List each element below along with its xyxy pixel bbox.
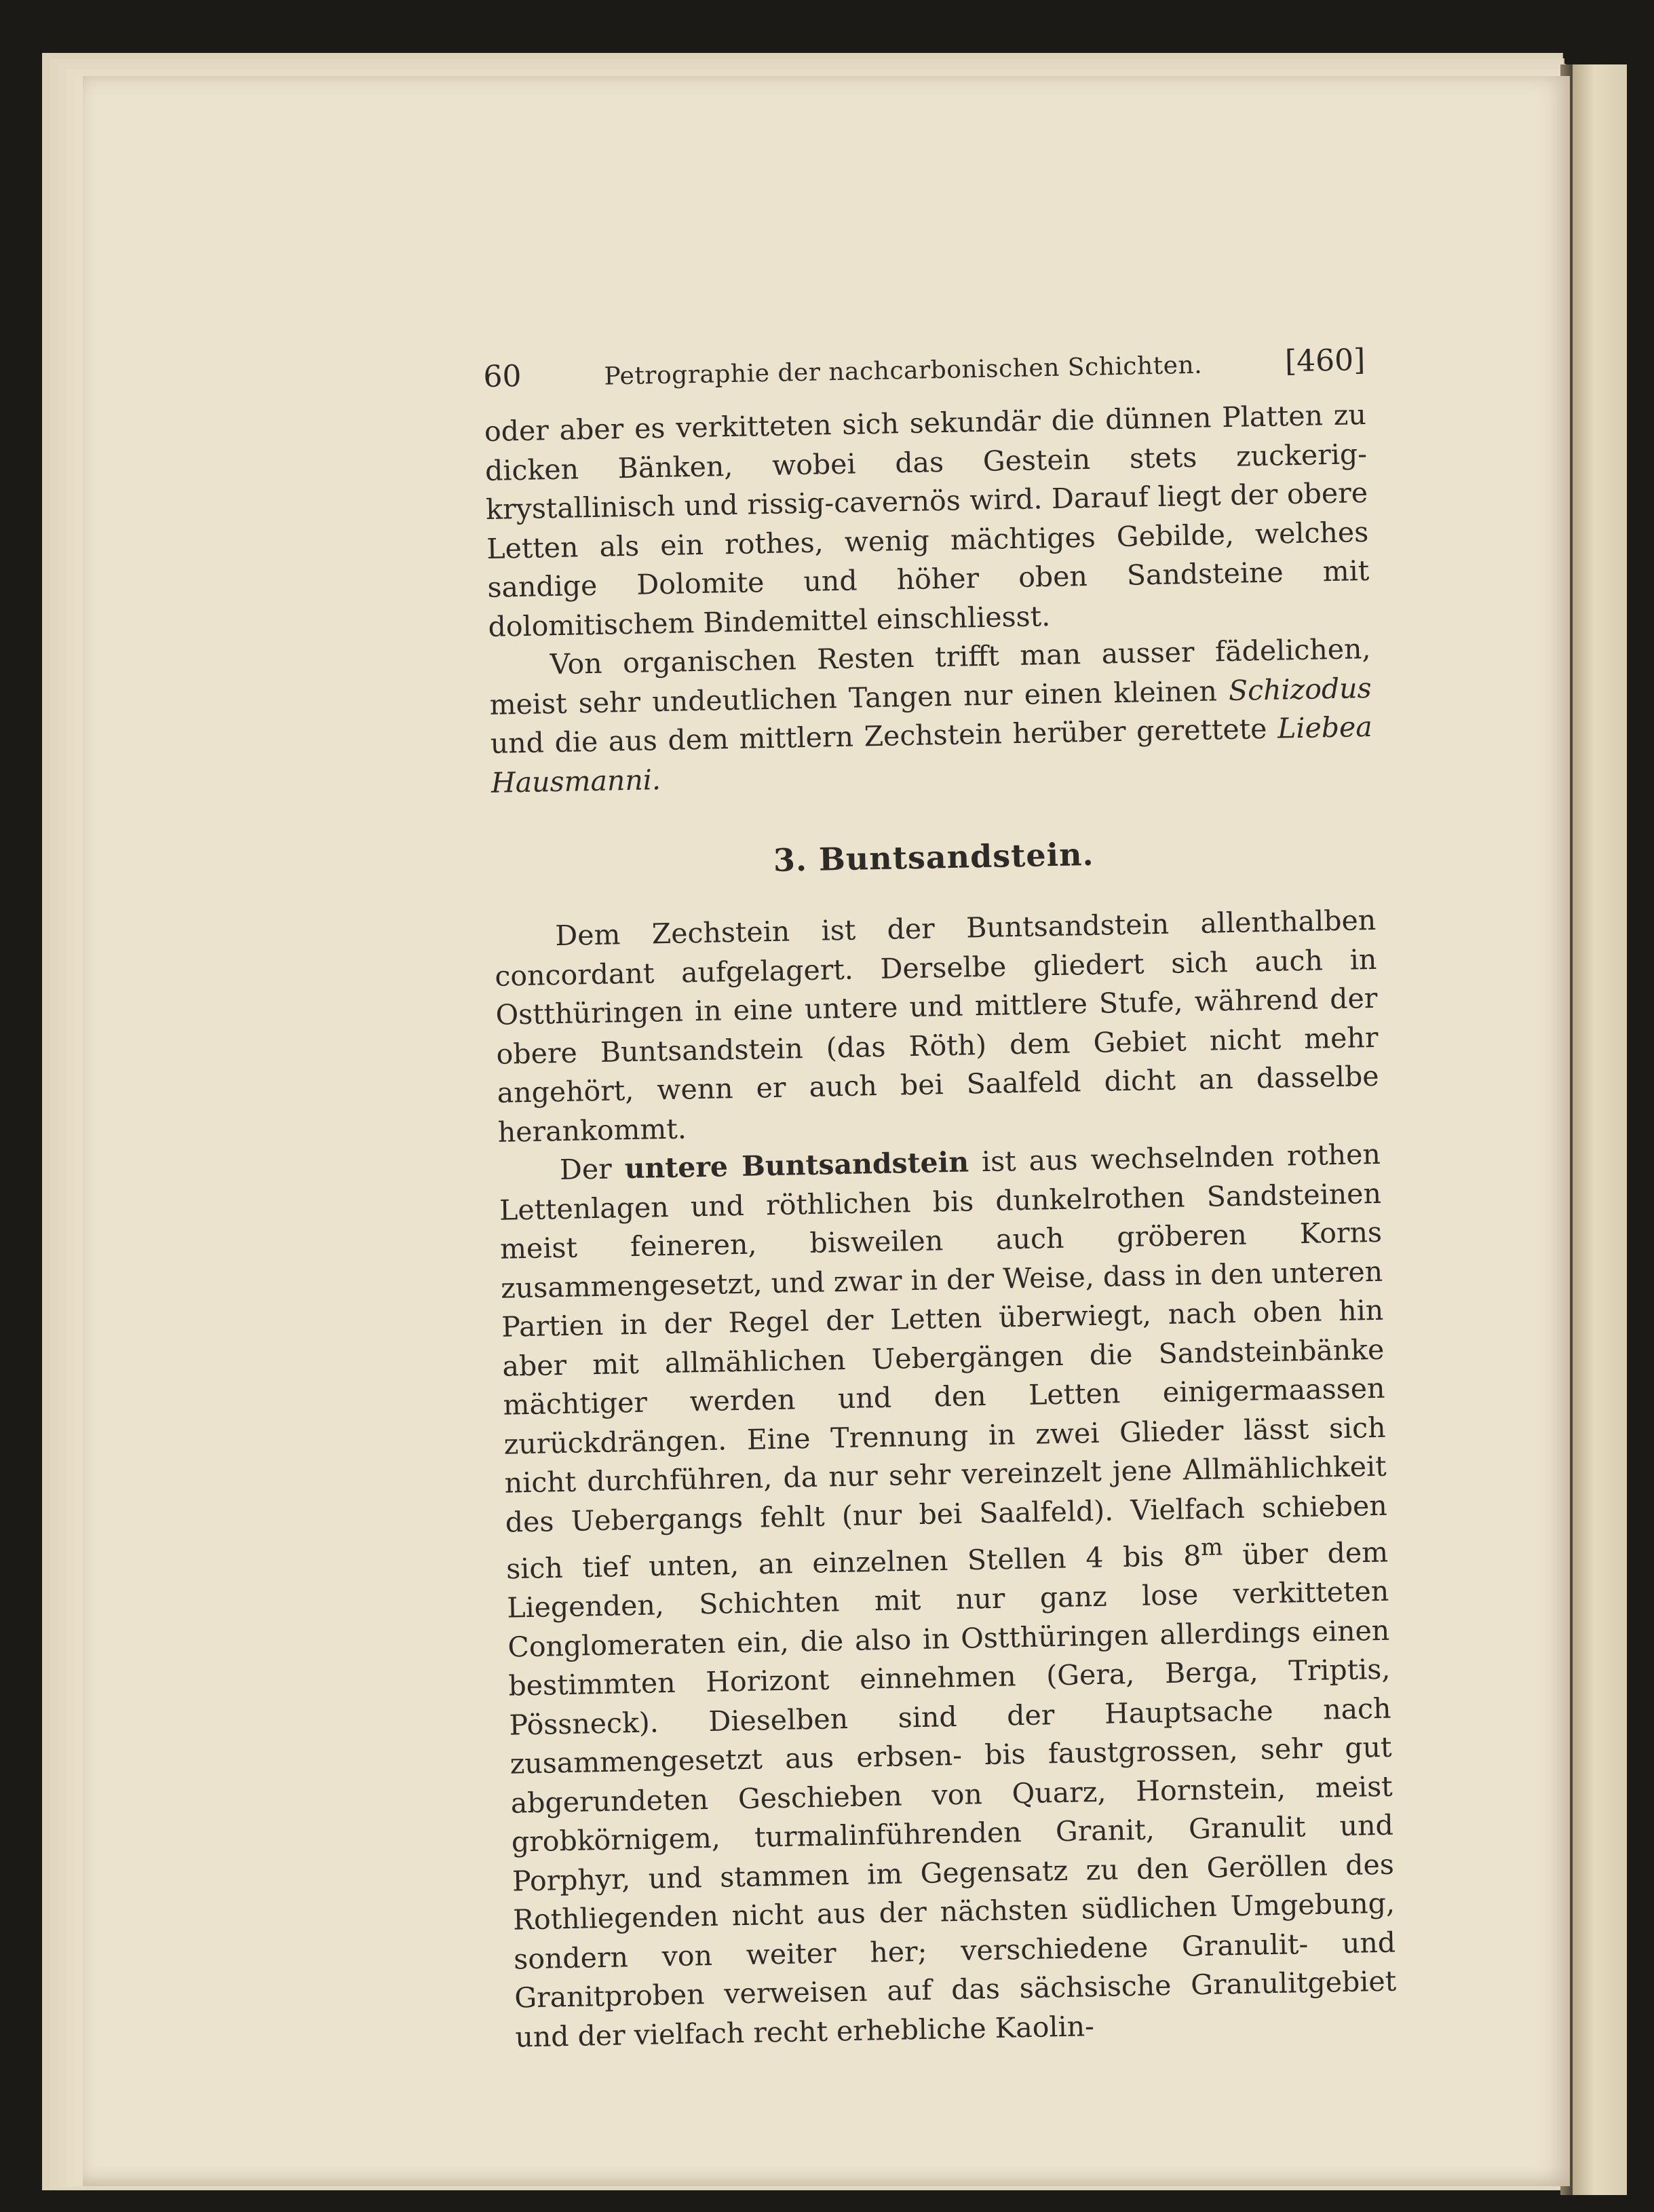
paragraph-organic-remains xyxy=(488,630,1373,803)
page-number: 60 xyxy=(483,358,522,394)
taxon-name: Schizodus xyxy=(1228,671,1372,707)
next-page-edge xyxy=(1573,64,1627,2195)
unit-superscript: m xyxy=(1200,1533,1223,1562)
text-run: ist aus wechselnden rothen Lettenlagen und röthlichen bis dunkelrothen Sandsteinen meist feineren, bisweilen auch gröberen Korns zusammengesetzt, und zwar in der Weise, dass in den unteren Partien in der Regel der Letten überwiegt, nach oben hin aber mit allmählichen Uebergängen die Sandsteinbänke mächtiger werden und den Letten einigermaassen zurückdrängen. Eine Trennung in zwei Glieder lässt sich nicht durchführen, da nur sehr vereinzelt jene Allmählichkeit des Uebergangs fehlt (nur bei Saalfeld). Vielfach schieben sich tief unten, an einzelnen Stellen 4 bis 8 xyxy=(499,1137,1388,1586)
emphasized-term: untere Buntsandstein xyxy=(624,1145,969,1185)
paragraph-unterer-buntsandstein xyxy=(498,1135,1397,2057)
running-title: Petrographie der nachcarbonischen Schichten. xyxy=(604,351,1203,391)
paragraph-buntsandstein-intro: Dem Zechstein ist der Buntsandstein allenthalben concordant aufgelagert. Derselbe gliedert sich auch in Ostthüringen in eine untere und mittlere Stufe, während der obere Buntsandstein (das Röth) dem Gebiet nicht mehr angehört, wenn er auch bei Saalfeld dicht an dasselbe herankommt. xyxy=(494,903,1379,1149)
original-page-number: [460] xyxy=(1284,343,1366,379)
text-run: über dem Liegenden, Schichten mit nur ganz lose verkitteten Conglomeraten ein, die also in Ostthüringen allerdings einen bestimmten Horizont einnehmen (Gera, Berga, Triptis, Pössneck). Dieselben sind der Hauptsache nach zusammengesetzt aus erbsen- bis faustgrossen, sehr gut abgerundeten Geschieben von Quarz, Hornstein, meist grobkörnigem, turmalinführenden Granit, Granulit und Porphyr, und stammen im Gegensatz zu den Geröllen des Rothliegenden nicht aus der nächsten südlichen Umgebung, sondern von weiter her; verschiedene Granulit- und Granitproben verweisen auf das sächsische Granulitgebiet und der vielfach recht erhebliche Kaolin- xyxy=(506,1536,1397,2054)
page-text xyxy=(483,343,1398,2057)
text-run: und die aus dem mittlern Zechstein herüber gerettete xyxy=(490,712,1278,760)
section-heading: 3. Buntsandstein. xyxy=(773,835,1095,879)
taxon-name: Liebea Hausmanni. xyxy=(491,710,1373,799)
text-run: Der xyxy=(559,1152,626,1187)
paragraph-continued: oder aber es verkitteten sich sekundär die dünnen Platten zu dicken Bänken, wobei das Gestein stets zuckerig-krystallinisch und rissig-cavernös wird. Darauf liegt der obere Letten als ein rothes, wenig mächtiges Gebilde, welches sandige Dolomite und höher oben Sandsteine mit dolomitischem Bindemittel einschliesst. xyxy=(484,398,1370,643)
text-run: Von organischen Resten trifft man ausser fädelichen, meist sehr undeutlichen Tangen nur einen kleinen xyxy=(489,632,1371,721)
